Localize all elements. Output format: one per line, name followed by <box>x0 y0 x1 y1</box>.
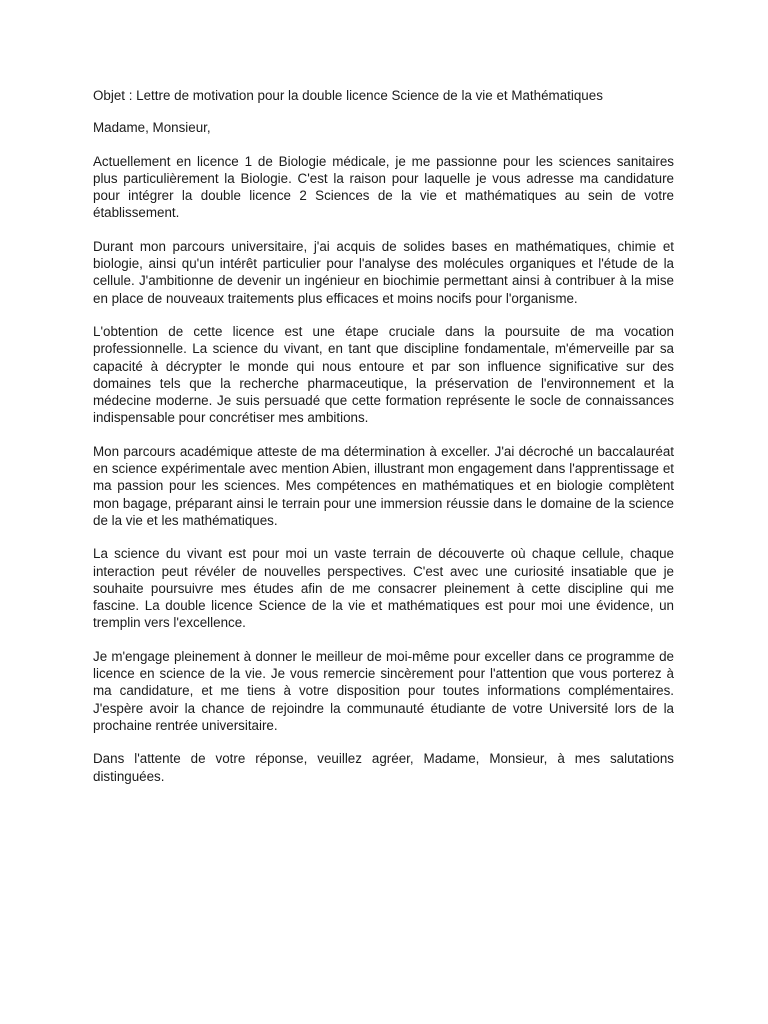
letter-subject: Objet : Lettre de motivation pour la double licence Science de la vie et Mathématiques <box>93 88 603 103</box>
letter-salutation: Madame, Monsieur, <box>93 120 211 136</box>
letter-paragraph-academics: Mon parcours académique atteste de ma détermination à exceller. J'ai décroché un baccalauréat en science expérimentale avec mention Abien, illustrant mon engagement dans l'apprentissage et ma passion pour les sciences. Mes compétences en mathématiques et en biologie complètent mon bagage, préparant ainsi le terrain pour une immersion réussie dans le domaine de la science de la vie et les mathématiques. <box>93 443 674 528</box>
letter-paragraph-intro: Actuellement en licence 1 de Biologie médicale, je me passionne pour les sciences sanitaires plus particulièrement la Biologie. C'est la raison pour laquelle je vous adresse ma candidature pour intégrer la double licence 2 Sciences de la vie et mathématiques au sein de votre établissement. <box>93 153 674 221</box>
letter-paragraph-background: Durant mon parcours universitaire, j'ai acquis de solides bases en mathématiques, chimie et biologie, ainsi qu'un intérêt particulier pour l'analyse des molécules organiques et l'étude de la cellule. J'ambitionne de devenir un ingénieur en biochimie permettant ainsi à contribuer à la mise en place de nouveaux traitements plus efficaces et moins nocifs pour l'organisme. <box>93 238 674 306</box>
letter-paragraph-motivation: L'obtention de cette licence est une étape cruciale dans la poursuite de ma vocation professionnelle. La science du vivant, en tant que discipline fondamentale, m'émerveille par sa capacité à décrypter le monde qui nous entoure et par son influence significative sur des domaines tels que la recherche pharmaceutique, la préservation de l'environnement et la médecine moderne. Je suis persuadé que cette formation représente le socle de connaissances indispensable pour concrétiser mes ambitions. <box>93 323 674 426</box>
letter-closing: Dans l'attente de votre réponse, veuillez agréer, Madame, Monsieur, à mes salutations distinguées. <box>93 751 674 784</box>
letter-paragraph-commitment: Je m'engage pleinement à donner le meilleur de moi-même pour exceller dans ce programme de licence en science de la vie. Je vous remercie sincèrement pour l'attention que vous porterez à ma candidature, et me tiens à votre disposition pour toutes informations complémentaires. J'espère avoir la chance de rejoindre la communauté étudiante de votre Université lors de la prochaine rentrée universitaire. <box>93 648 674 733</box>
letter-paragraph-passion: La science du vivant est pour moi un vaste terrain de découverte où chaque cellule, chaque interaction peut révéler de nouvelles perspectives. C'est avec une curiosité insatiable que je souhaite poursuivre mes études afin de me consacrer pleinement à cette discipline qui me fascine. La double licence Science de la vie et mathématiques est pour moi une évidence, un tremplin vers l'excellence. <box>93 546 674 631</box>
